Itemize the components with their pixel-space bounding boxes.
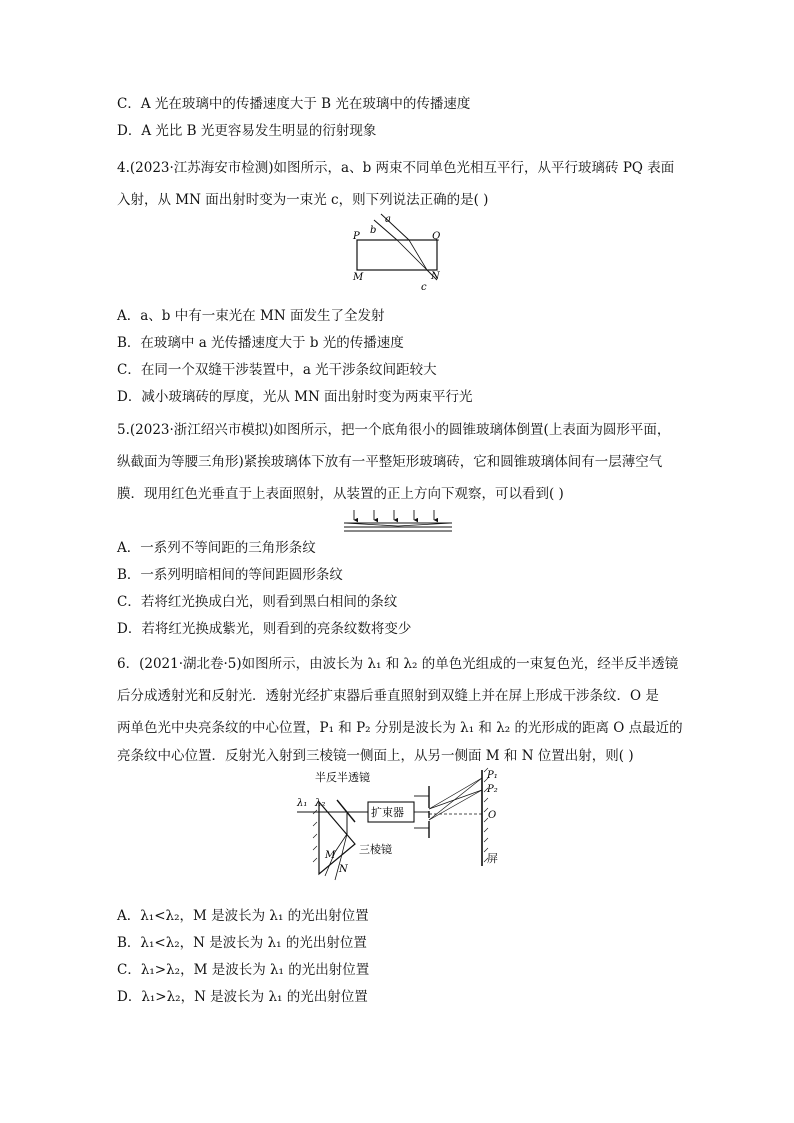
option-c-prev: C．A 光在玻璃中的传播速度大于 B 光在玻璃中的传播速度 xyxy=(117,96,471,112)
q6-option-d: D．λ₁>λ₂，N 是波长为 λ₁ 的光出射位置 xyxy=(117,989,368,1005)
q6-option-c: C．λ₁>λ₂，M 是波长为 λ₁ 的光出射位置 xyxy=(117,962,370,978)
q4-option-b: B．在玻璃中 a 光传播速度大于 b 光的传播速度 xyxy=(117,335,404,351)
q5-option-c: C．若将红光换成白光，则看到黑白相间的条纹 xyxy=(117,594,398,610)
q5-option-d: D．若将红光换成紫光，则看到的亮条纹数将变少 xyxy=(117,621,412,637)
q4-label-m: M xyxy=(353,272,364,283)
q4-option-d: D．减小玻璃砖的厚度，光从 MN 面出射时变为两束平行光 xyxy=(117,389,473,405)
q5-stem-line3: 膜．现用红色光垂直于上表面照射，从装置的正上方向下观察，可以看到( ) xyxy=(117,486,564,502)
q6-label-m: M xyxy=(325,850,336,861)
q4-label-c: c xyxy=(421,282,427,293)
q6-label-expander: 扩束器 xyxy=(371,806,404,819)
q6-label-prism: 三棱镜 xyxy=(359,843,392,856)
q6-label-screen: 屏 xyxy=(487,852,498,865)
option-d-prev: D．A 光比 B 光更容易发生明显的衍射现象 xyxy=(117,123,377,139)
q5-stem-line2: 纵截面为等腰三角形)紧挨玻璃体下放有一平整矩形玻璃砖，它和圆锥玻璃体间有一层薄空气 xyxy=(117,454,663,470)
q6-stem-line3: 两单色光中央亮条纹的中心位置，P₁ 和 P₂ 分别是波长为 λ₁ 和 λ₂ 的光形成的距离 O 点最近的 xyxy=(117,720,683,736)
q4-label-p: P xyxy=(353,231,360,242)
q6-label-p1: P₁ xyxy=(487,770,498,781)
q6-label-l1: λ₁ xyxy=(297,798,308,809)
q4-label-n: N xyxy=(431,271,440,282)
q6-stem-line4: 亮条纹中心位置．反射光入射到三棱镜一侧面上，从另一侧面 M 和 N 位置出射，则( ) xyxy=(117,748,634,764)
q6-label-p2: P₂ xyxy=(487,784,498,795)
q5-option-b: B．一系列明暗相间的等间距圆形条纹 xyxy=(117,567,343,583)
q6-option-b: B．λ₁<λ₂，N 是波长为 λ₁ 的光出射位置 xyxy=(117,935,367,951)
q4-stem-line2: 入射，从 MN 面出射时变为一束光 c，则下列说法正确的是( ) xyxy=(117,192,489,208)
q4-label-a: a xyxy=(385,214,391,225)
q4-option-c: C．在同一个双缝干涉装置中，a 光干涉条纹间距较大 xyxy=(117,362,437,378)
q4-stem-line1: 4.(2023·江苏海安市检测)如图所示，a、b 两束不同单色光相互平行，从平行玻璃砖 PQ 表面 xyxy=(117,160,675,176)
q6-stem-line1: 6．(2021·湖北卷·5)如图所示，由波长为 λ₁ 和 λ₂ 的单色光组成的一束复色光，经半反半透镜 xyxy=(117,656,679,672)
q4-figure-glass-brick xyxy=(345,212,445,294)
q5-option-a: A．一系列不等间距的三角形条纹 xyxy=(117,540,316,556)
q5-stem-line1: 5.(2023·浙江绍兴市模拟)如图所示，把一个底角很小的圆锥玻璃体倒置(上表面为圆形平面， xyxy=(117,422,671,438)
q6-option-a: A．λ₁<λ₂，M 是波长为 λ₁ 的光出射位置 xyxy=(117,908,369,924)
q6-label-mirror: 半反半透镜 xyxy=(315,771,370,784)
q6-stem-line2: 后分成透射光和反射光．透射光经扩束器后垂直照射到双缝上并在屏上形成干涉条纹．O 是 xyxy=(117,688,659,704)
q6-label-n: N xyxy=(339,864,348,875)
q5-figure-cone-on-plate xyxy=(340,508,456,534)
q6-label-l2: λ₂ xyxy=(315,798,326,809)
q4-label-b: b xyxy=(370,225,377,236)
q4-label-q: Q xyxy=(432,231,441,242)
q6-label-o: O xyxy=(488,810,497,821)
q4-option-a: A．a、b 中有一束光在 MN 面发生了全发射 xyxy=(117,308,385,324)
q6-figure-apparatus xyxy=(295,766,510,888)
